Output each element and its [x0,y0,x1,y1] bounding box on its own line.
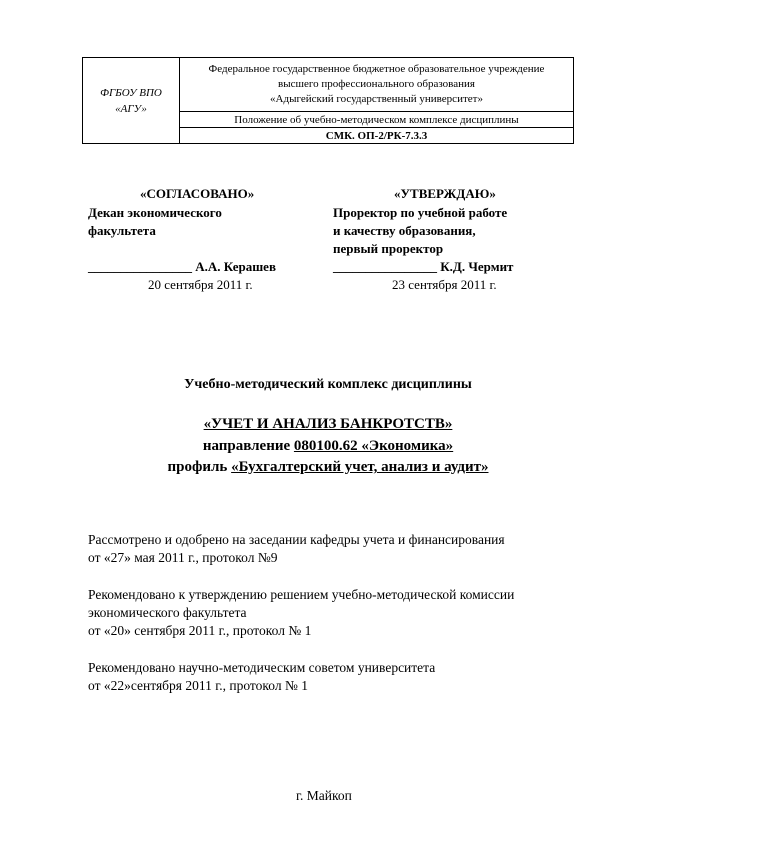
approved-signature-row [333,258,513,276]
department-approval-line1: Рассмотрено и одобрено на заседании кафедры учета и финансирования [88,532,505,547]
agreed-position-line1: Декан экономического [88,205,222,220]
university-short-name-cell [83,58,180,144]
regulation-title: Положение об учебно-методическом комплексе дисциплины [180,112,574,128]
direction-line [0,438,656,455]
council-recommendation-line1: Рекомендовано научно-методическим советом университета [88,660,436,675]
approved-position-line2: и качеству образования, [333,223,476,238]
organization-line2: высшего профессионального образования [278,78,475,90]
complex-title: Учебно-методический комплекс дисциплины [184,377,472,392]
direction-value: 080100.62 «Экономика» [293,438,454,454]
city-footer: г. Майкоп [296,788,352,803]
university-short-line2: «АГУ» [115,102,147,115]
council-recommendation-line2: от «22»сентября 2011 г., протокол № 1 [88,678,308,693]
department-approval-line2: от «27» мая 2011 г., протокол №9 [88,550,278,565]
organization-name-cell [180,58,574,112]
approved-date: 23 сентября 2011 г. [392,277,497,292]
commission-recommendation-line2: экономического факультета [88,605,247,620]
profile-line [0,459,656,476]
approved-position-line1: Проректор по учебной работе [333,205,508,220]
agreed-signature-line: ________________ [88,259,192,274]
commission-recommendation-line1: Рекомендовано к утверждению решением учебно-методической комиссии [88,587,515,602]
agreed-heading: «СОГЛАСОВАНО» [140,186,255,201]
organization-line1: Федеральное государственное бюджетное образовательное учреждение [208,63,545,75]
agreed-position-line2: факультета [88,223,156,238]
university-short-line1: ФГБОУ ВПО [100,86,162,99]
document-header-table [82,57,574,144]
agreed-signer-name: А.А. Керашев [195,259,276,274]
agreed-signature-row [88,258,276,276]
approved-position-line3: первый проректор [333,241,444,256]
document-code: СМК. ОП-2/РК-7.3.3 [180,128,574,144]
approved-signature-line: ________________ [333,259,437,274]
commission-recommendation-line3: от «20» сентября 2011 г., протокол № 1 [88,623,312,638]
profile-value: «Бухгалтерский учет, анализ и аудит» [231,459,489,475]
agreed-date: 20 сентября 2011 г. [148,277,253,292]
organization-line3: «Адыгейский государственный университет» [270,93,483,105]
profile-prefix: профиль [167,459,232,475]
approved-heading: «УТВЕРЖДАЮ» [394,186,496,201]
course-title: «УЧЕТ И АНАЛИЗ БАНКРОТСТВ» [203,416,453,432]
approved-signer-name: К.Д. Чермит [440,259,514,274]
direction-prefix: направление [202,438,294,454]
